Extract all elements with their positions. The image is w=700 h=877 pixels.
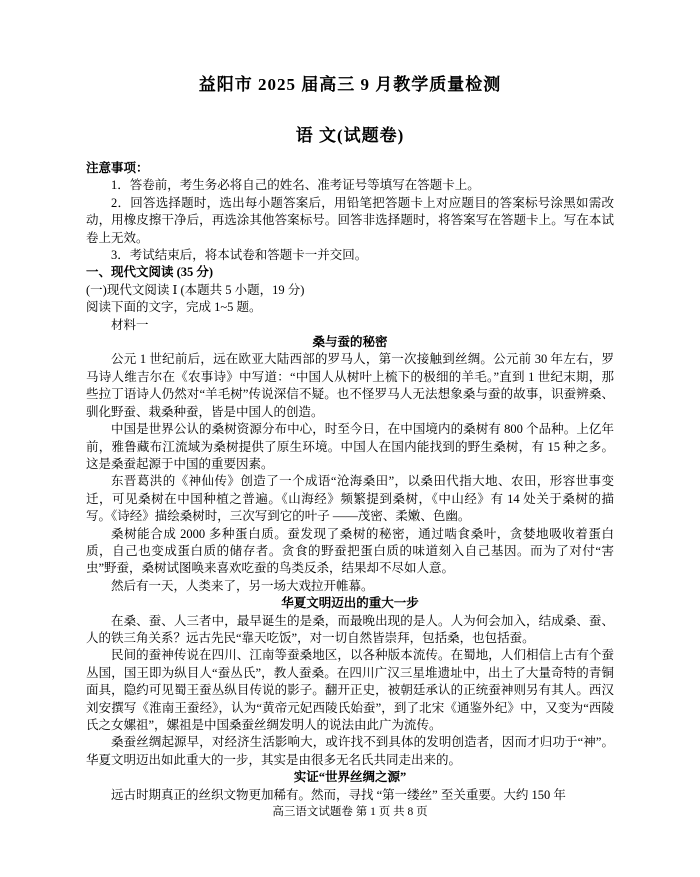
notices-heading: 注意事项： xyxy=(86,161,149,175)
article-title-2: 华夏文明迈出的重大一步 xyxy=(281,596,419,611)
article-title-3: 实证“世界丝绸之源” xyxy=(293,770,407,785)
article-paragraph: 中国是世界公认的桑树资源分布中心，时至今日，在中国境内的桑树有 800 个品种。上亿年前，雅鲁藏布江流域为桑树提供了原生环境。中国人在国内能找到的野生桑树，有 15 种之多。这是桑蚕起源于中国的重要因素。 xyxy=(86,422,614,471)
article-paragraph: 桑蚕丝绸起源早，对经济生活影响大，或许找不到具体的发明创造者，因而才归功于“神”。华夏文明迈出如此重大的一步，其实是由很多无名氏共同走出来的。 xyxy=(86,735,614,767)
notice-item-3: 3．考试结束后，将本试卷和答题卡一并交回。 xyxy=(111,248,368,263)
section-heading: 一、现代文阅读 (35 分) xyxy=(86,265,214,280)
article-paragraph: 东晋葛洪的《神仙传》创造了一个成语“沧海桑田”，以桑田代指大地、农田，形容世事变迁，可见桑树在中国种植之普遍。《山海经》频繁提到桑树，《中山经》有 14 处关于桑树的描写。《诗经》描绘桑树时，三次写到它的叶子 ——茂密、柔嫩、色幽。 xyxy=(86,474,614,524)
article-paragraph: 民间的蚕神传说在四川、江南等蚕桑地区，以各种版本流传。在蜀地，人们相信上古有个蚕丛国，国王即为纵目人“蚕丛氏”，教人蚕桑。在四川广汉三星堆遗址中，出土了大量奇特的青铜面具，隐约可见蜀王蚕丛纵目传说的影子。翻开正史，被朝廷承认的正统蚕神则另有其人。西汉刘安撰写《淮南王蚕经》，认为“黄帝元妃西陵氏始蚕”，到了北宋《通鉴外纪》中，又变为“西陵氏之女嫘祖”，嫘祖是中国桑蚕丝绸发明人的说法由此广为流传。 xyxy=(86,648,614,732)
article-paragraph: 在桑、蚕、人三者中，最早诞生的是桑，而最晚出现的是人。人为何会加入，结成桑、蚕、人的铁三角关系？远古先民“靠天吃饭”，对一切自然皆崇拜，包括桑，也包括蚕。 xyxy=(86,613,614,645)
notice-item-1: 1．答卷前，考生务必将自己的姓名、准考证号等填写在答题卡上。 xyxy=(111,178,480,193)
body-text xyxy=(86,160,614,821)
article-paragraph: 公元 1 世纪前后，远在欧亚大陆西部的罗马人，第一次接触到丝绸。公元前 30 年左右，罗马诗人维吉尔在《农事诗》中写道：“中国人从树叶上梳下的极细的羊毛。”直到 1 世纪末期，那些拉丁语诗人仍然对“羊毛树”传说深信不疑。也不怪罗马人无法想象桑与蚕的故事，识蚕辨桑、驯化野蚕、栽桑种蚕，皆是中国人的创造。 xyxy=(86,352,614,419)
article-paragraph: 桑树能合成 2000 多种蛋白质。蚕发现了桑树的秘密，通过啮食桑叶，贪婪地吸收着蛋白质，自己也变成蛋白质的储存者。贪食的野蚕把蛋白质的味道刻入自己基因。而为了对付“害虫”野蚕，桑树试图唤来喜欢吃蚕的鸟类反杀，结果却不尽如人意。 xyxy=(86,526,614,576)
doc-title: 益阳市 2025 届高三 9 月教学质量检测 xyxy=(198,75,502,94)
article-title-1: 桑与蚕的秘密 xyxy=(312,335,388,350)
doc-subtitle: 语 文(试题卷) xyxy=(295,126,405,145)
article-paragraph: 然后有一天，人类来了，另一场大戏拉开帷幕。 xyxy=(111,578,374,593)
notice-item-2: 2．回答选择题时，选出每小题答案后，用铅笔把答题卡上对应题目的答案标号涂黑如需改动，用橡皮擦干净后，再选涂其他答案标号。回答非选择题时，将答案写在答题卡上。写在本试卷上无效。 xyxy=(86,195,614,245)
reading-instruction: 阅读下面的文字，完成 1~5 题。 xyxy=(86,300,262,315)
subsection-heading: (一)现代文阅读 Ⅰ (本题共 5 小题，19 分) xyxy=(86,282,305,297)
article-paragraph: 远古时期真正的丝织文物更加稀有。然而，寻找 “第一缕丝” 至关重要。大约 150 年 xyxy=(111,787,566,802)
page-footer: 高三语文试题卷 第 1 页 共 8 页 xyxy=(272,806,428,819)
material-label: 材料一 xyxy=(111,317,149,332)
